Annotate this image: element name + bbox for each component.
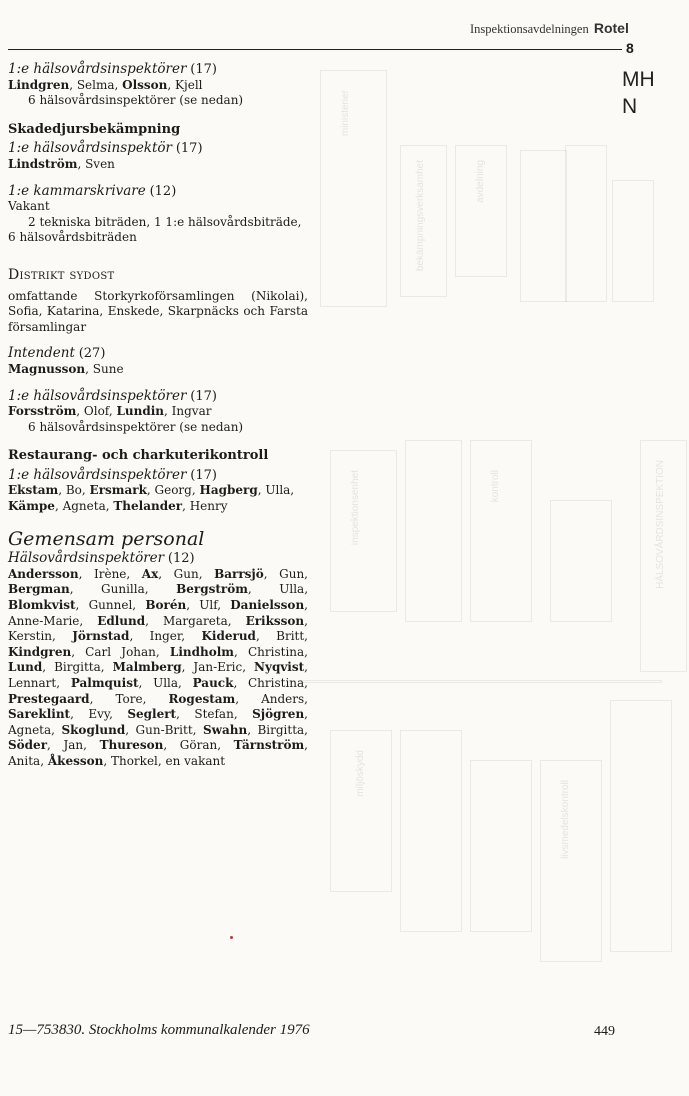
code-mh: MH (622, 68, 655, 91)
body-text: Vakant (8, 199, 50, 214)
staff-given-name: , Carl Johan, (71, 644, 170, 659)
staff-surname: Blomkvist (8, 598, 76, 613)
staff-given-name: , Anita, (8, 738, 308, 768)
staff-surname: Magnusson (8, 361, 86, 376)
staff-surname: Eriksson (245, 613, 305, 628)
section-header: Inspektionsavdelningen (470, 22, 589, 36)
body-text: omfattande Storkyrkoförsamlingen (Nikolai), Sofia, Katarina, Enskede, Skarpnäcks och Farsta församlingar (8, 288, 308, 334)
staff-given-name: , Ulla, (138, 676, 193, 690)
rotel-label: Rotel (593, 20, 629, 36)
staff-given-name: , Olof, (76, 404, 117, 419)
staff-surname: Bergman (8, 582, 70, 597)
staff-given-name: , Gun, (158, 566, 215, 581)
staff-surname: Palmquist (70, 676, 139, 690)
ink-speck (230, 936, 233, 939)
staff-given-name: , Irène, (78, 566, 142, 581)
staff-surname: Barrsjö (214, 566, 264, 581)
staff-surname: Seglert (127, 707, 177, 722)
staff-surname: Lindholm (169, 644, 234, 659)
staff-surname: Danielsson (230, 598, 305, 613)
staff-given-name: , Birgitta, (42, 660, 113, 675)
unit-heading: Restaurang- och charkuterikontroll (8, 448, 269, 464)
staff-given-name: , Kerstin, (8, 613, 308, 644)
position-name: 1:e hälsovårdsinspektörer (8, 387, 187, 404)
position-name: 1:e hälsovårdsinspektörer (8, 61, 187, 77)
staff-surname: Borén (145, 598, 187, 613)
staff-given-name: , Ulf, (186, 598, 231, 613)
staff-surname: Sjögren (252, 707, 305, 722)
staff-given-name: , Sven (77, 156, 115, 171)
directory-column (8, 62, 308, 770)
staff-given-name: , Jan, (47, 738, 100, 753)
staff-names (8, 404, 308, 420)
staff-given-name: , Stefan, (176, 707, 253, 722)
staff-surname: Skoglund (61, 722, 126, 737)
position-title (8, 184, 308, 200)
staff-names (8, 78, 308, 94)
staff-given-name: , Gun-Britt, (125, 722, 203, 737)
staff-given-name: , Göran, (163, 738, 234, 753)
staff-surname: Kiderud (201, 629, 256, 644)
staff-surname: Åkesson (47, 753, 104, 768)
staff-surname: Thelander (113, 499, 183, 514)
position-title (8, 141, 308, 157)
staff-given-name: , Agneta, (8, 707, 308, 737)
staff-given-name: , Agneta, (54, 499, 114, 514)
staff-note: 6 hälsovårdsinspektörer (se nedan) (28, 419, 244, 434)
position-name: Intendent (8, 345, 75, 362)
salary-grade: (27) (78, 346, 106, 362)
code-n: N (622, 95, 638, 118)
staff-given-name: , Kjell (167, 77, 203, 92)
position-name: 1:e hälsovårdsinspektörer (8, 466, 187, 483)
staff-given-name: , Thorkel, en vakant (103, 753, 226, 768)
staff-surname: Nyqvist (254, 660, 305, 675)
staff-surname: Forsström (8, 404, 77, 419)
salary-grade: (12) (149, 183, 177, 199)
staff-names (8, 362, 308, 378)
staff-given-name: , Lennart, (8, 660, 308, 690)
staff-note: 6 hälsovårdsinspektörer (se nedan) (28, 93, 244, 108)
position-title (8, 62, 308, 78)
position-name: 1:e kammarskrivare (8, 182, 146, 199)
salary-grade: (17) (190, 62, 217, 77)
position-name: 1:e hälsovårdsinspektör (8, 140, 172, 157)
staff-surname: Lindström (8, 156, 78, 171)
staff-given-name: , Bo, (58, 483, 90, 498)
staff-given-name: , Anders, (235, 691, 308, 706)
staff-note: 2 tekniska biträden, 1 1:e hälsovårdsbiträde, (28, 214, 302, 229)
staff-given-name: , Gun, (263, 566, 308, 581)
department-codes (622, 66, 655, 120)
staff-surname: Andersson (8, 566, 79, 581)
staff-given-name: , Sune (85, 361, 124, 376)
staff-surname: Söder (8, 738, 48, 753)
staff-given-name: , Ulla, (247, 582, 309, 597)
staff-given-name: , Anne-Marie, (8, 598, 308, 628)
staff-names (8, 567, 308, 770)
staff-given-name: , Gunnel, (75, 598, 146, 613)
staff-given-name: , Jan-Eric, (181, 660, 254, 675)
staff-surname: Jörnstad (72, 629, 130, 644)
staff-given-name: , Tore, (89, 691, 169, 706)
staff-surname: Rogestam (168, 691, 236, 706)
staff-given-name: , Birgitta, (247, 722, 308, 737)
salary-grade: (17) (190, 388, 217, 404)
position-name: Hälsovårdsinspektörer (8, 550, 165, 567)
staff-surname: Bergström (176, 582, 248, 597)
staff-names (8, 483, 308, 514)
header-rule (8, 49, 622, 50)
position-title (8, 551, 308, 567)
staff-surname: Swahn (202, 722, 248, 737)
position-title (8, 389, 308, 405)
staff-surname: Tärnström (233, 738, 305, 753)
staff-given-name: , Christina, (233, 676, 308, 690)
staff-surname: Thureson (99, 738, 164, 753)
staff-surname: Lindgren (8, 77, 70, 92)
staff-surname: Lund (8, 660, 43, 675)
staff-surname: Ekstam (8, 483, 59, 498)
position-title (8, 346, 308, 362)
staff-surname: Lundin (116, 404, 165, 419)
staff-surname: Kämpe (8, 499, 55, 514)
staff-surname: Kindgren (8, 644, 72, 659)
staff-surname: Sareklint (8, 707, 71, 722)
staff-given-name: , Ingvar (164, 404, 212, 419)
staff-given-name: , Britt, (255, 629, 308, 644)
running-header (470, 20, 667, 37)
staff-surname: Olsson (122, 77, 168, 92)
staff-given-name: , Henry (182, 499, 228, 514)
staff-given-name: , Margareta, (145, 613, 246, 628)
body-text: 6 hälsovårdsbiträden (8, 230, 137, 245)
staff-surname: Hagberg (199, 483, 258, 498)
staff-surname: Malmberg (112, 660, 182, 675)
staff-surname: Prestegaard (8, 691, 90, 706)
staff-given-name: , Georg, (146, 483, 200, 498)
staff-surname: Ersmark (89, 483, 147, 498)
staff-surname: Ax (141, 566, 159, 581)
staff-surname: Pauck (192, 676, 234, 690)
section-heading: Gemensam personal (8, 527, 205, 550)
staff-given-name: , Evy, (70, 707, 128, 722)
rotel-number: 8 (626, 40, 634, 56)
staff-surname: Edlund (97, 613, 146, 628)
salary-grade: (12) (167, 551, 195, 567)
staff-given-name: , Christina, (234, 644, 308, 659)
staff-given-name: , Inger, (129, 629, 202, 644)
salary-grade: (17) (175, 141, 203, 157)
footer-publication: 15—753830. Stockholms kommunalkalender 1976 (8, 1022, 310, 1038)
salary-grade: (17) (190, 467, 217, 483)
unit-heading: Skadedjursbekämpning (8, 121, 181, 137)
district-heading: Distrikt sydost (8, 266, 115, 283)
page-number: 449 (594, 1024, 615, 1039)
staff-names (8, 157, 308, 173)
staff-given-name: , Gunilla, (69, 582, 177, 597)
staff-given-name: , Selma, (69, 77, 123, 92)
staff-given-name: , Ulla, (257, 483, 295, 498)
position-title (8, 468, 308, 484)
